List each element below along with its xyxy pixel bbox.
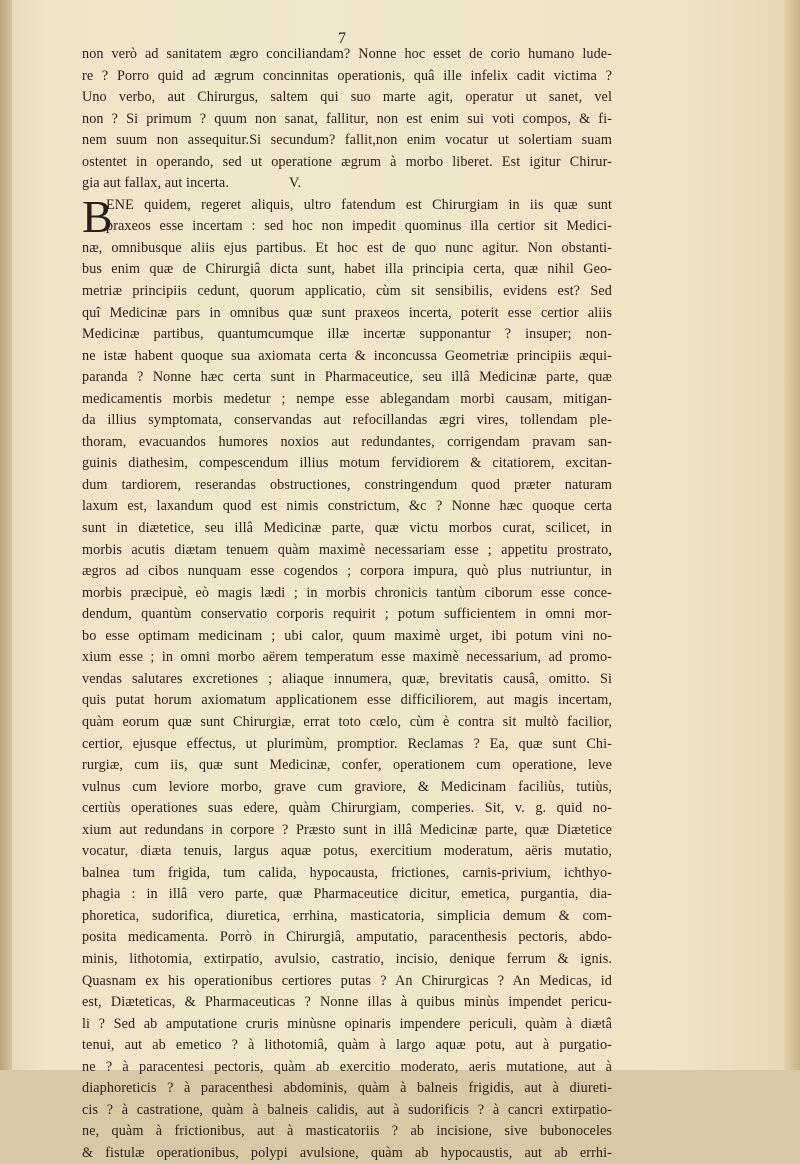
text-line: phoretica, sudorifica, diuretica, errhina, masticatoria, simplicia demum & com- xyxy=(82,907,612,924)
text-line: diaphoreticis ? à paracenthesi abdominis, quàm à balneis frigidis, aut à diureti- xyxy=(82,1080,612,1097)
text-line: li ? Sed ab amputatione cruris minùsne opinaris impendere periculi, quàm à diætâ xyxy=(82,1015,612,1032)
text-line: da illius symptomata, conservandas aut refocillandas ægri vires, tollendam ple- xyxy=(82,412,612,429)
text-line: Quasnam ex his operationibus certiores putas ? An Chirurgicas ? An Medicas, id xyxy=(82,972,612,989)
text-line: guinis diathesim, compescendum illius motum fervidiorem & citatiorem, excitan- xyxy=(82,455,612,472)
text-line: non ? Si primum ? quum non sanat, fallitur, non est enim sui voti compos, & fi- xyxy=(82,110,612,127)
text-line: minis, lithotomia, extirpatio, avulsio, castratio, incisio, denique ferrum & ignis. xyxy=(82,950,612,967)
text-line: est, Diæteticas, & Pharmaceuticas ? Nonne illas à quibus minùs impendet pericu- xyxy=(82,994,612,1011)
text-line: xium aut redundans in corpore ? Præsto sunt in illâ Medicinæ parte, quæ Diætetice xyxy=(82,821,612,838)
text-line: cis ? à castratione, quàm à balneis calidis, aut à sudorificis ? à cancri extirpatio- xyxy=(82,1101,612,1118)
text-line: metriæ principiis cedunt, quorum applicatio, cùm sit sensibilis, evidens est? Sed xyxy=(82,283,612,300)
text-line: morbis acutis diætam tenuem quàm maximè necessariam esse ; appetitu prostrato, xyxy=(82,541,612,558)
text-line: bo esse optimam medicinam ; ubi calor, quum maximè urget, ibi potum vini no- xyxy=(82,627,612,644)
body-text xyxy=(82,44,612,1164)
text-line: vendas salutares excretiones ; aliaque innumera, quæ, brevitatis causâ, omitto. Si xyxy=(82,670,612,687)
text-line: medicamentis morbis medetur ; nempe esse ablegandam morbi causam, mitigan- xyxy=(82,390,612,407)
text-line: nem suum non assequitur.Si secundum? fallit,non enim vocatur ut solertiam suam xyxy=(82,132,612,149)
text-line: certiùs operationes suas edere, quàm Chirurgiam, comperies. Sit, v. g. quid no- xyxy=(82,800,612,817)
text-line: ENE quidem, regeret aliquis, ultro fatendum est Chirurgiam in iis quæ sunt xyxy=(106,196,612,213)
text-line: ne ? à paracentesi pectoris, quàm ab exercitio moderato, aeris mutatione, aut à xyxy=(82,1058,612,1075)
text-line: thoram, evacuandos humores noxios aut redundantes, corrigendam pravam san- xyxy=(82,433,612,450)
drop-cap-paragraph xyxy=(82,190,612,242)
text-line: paranda ? Nonne hæc certa sunt in Pharmaceutice, seu illâ Medicinæ parte, quæ xyxy=(82,369,612,386)
text-line: xium esse ; in omni morbo aërem temperatum esse maximè necessarium, ad promo- xyxy=(82,649,612,666)
page-gutter-shadow xyxy=(0,0,12,1070)
text-line: Medicinæ partibus, quantumcumque illæ incertæ supponantur ? insuper; non- xyxy=(82,326,612,343)
text-line: vocatur, diæta tenuis, largus aquæ potus, exercitium moderatum, aëris mutatio, xyxy=(82,843,612,860)
text-line: sunt in diætetice, seu illâ Medicinæ parte, quæ victu morbos curat, scilicet, in xyxy=(82,520,612,537)
text-line: quàm eorum quæ sunt Chirurgiæ, errat toto cœlo, cùm è contra sit multò facilior, xyxy=(82,713,612,730)
text-line: vulnus cum leviore morbo, grave cum graviore, & Medicinam faciliùs, tutiùs, xyxy=(82,778,612,795)
text-line: & fistulæ operationibus, polypi avulsione, quàm ab hypocaustis, aut ab errhi- xyxy=(82,1144,612,1161)
text-line: balnea tum frigida, tum calida, hypocausta, frictiones, carnis-privium, ichthyo- xyxy=(82,864,612,881)
text-line: phagia : in illâ vero parte, quæ Pharmaceutice dicitur, emetica, purgantia, dia- xyxy=(82,886,612,903)
text-line: næ, omnibusque aliis ejus partibus. Et hoc est de quo nunc agitur. Non obstanti- xyxy=(82,239,612,256)
text-line: ægros ad cibos nunquam esse cogendos ; corpora impura, quò plus nutriuntur, in xyxy=(82,563,612,580)
text-line: quî Medicinæ pars in omnibus quæ sunt praxeos incerta, poterit esse certior aliis xyxy=(82,304,612,321)
text-line: ne istæ habent quoque sua axiomata certa & inconcussa Geometriæ principiis æqui- xyxy=(82,347,612,364)
drop-cap-letter: B xyxy=(82,190,113,242)
text-line: ne, quàm à frictionibus, aut à masticatoriis ? ab incisione, sive bubonoceles xyxy=(82,1123,612,1140)
text-line: quis putat horum axiomatum applicationem esse difficiliorem, aut magis incertam, xyxy=(82,692,612,709)
text-line: tenui, aut ab emetico ? à lithotomiâ, quàm à largo aquæ potu, aut à purgatio- xyxy=(82,1037,612,1054)
text-line: dum tardiorem, reserandas obstructiones, constringendum quod præter naturam xyxy=(82,476,612,493)
text-line: non verò ad sanitatem ægro conciliandam? Nonne hoc esset de corio humano lude- xyxy=(82,46,612,62)
text-line: dendum, quantùm conservatio corporis requirit ; potum sufficientem in omni mor- xyxy=(82,606,612,623)
text-line: ostentet in operando, sed ut operatione ægrum à morbo liberet. Est igitur Chirur- xyxy=(82,153,612,170)
page-number: 7 xyxy=(338,30,346,47)
page-edge-shadow xyxy=(784,0,800,1070)
text-line: morbis præcipuè, eò magis lædi ; in morbis chronicis tantùm ciborum esse conce- xyxy=(82,584,612,601)
section-heading: V. xyxy=(288,175,302,192)
text-line: bus enim quæ de Chirurgiâ dicta sunt, habet illa principia certa, quæ nihil Geo- xyxy=(82,261,612,278)
text-line: rurgiæ, cum iis, quæ sunt Medicinæ, confer, operationem cum operatione, leve xyxy=(82,757,612,774)
text-line: laxum est, laxandum quod est nimis constrictum, &c ? Nonne hæc quoque certa xyxy=(82,498,612,515)
text-line-with-heading xyxy=(82,173,612,195)
text-line: re ? Porro quid ad ægrum concinnitas operationis, quâ ille infelix cadit victima ? xyxy=(82,67,612,84)
text-line: praxeos esse incertam : sed hoc non impedit quominus illa certior sit Medici- xyxy=(106,218,612,235)
text-line: posita medicamenta. Porrò in Chirurgiâ, amputatio, paracenthesis pectoris, abdo- xyxy=(82,929,612,946)
text-line: Uno verbo, aut Chirurgus, saltem qui suo marte agit, operatur ut sanet, vel xyxy=(82,89,612,106)
text-line: gia aut fallax, aut incerta. xyxy=(82,175,229,192)
text-line: certior, ejusque effectus, ut plurimùm, promptior. Reclamas ? Ea, quæ sunt Chi- xyxy=(82,735,612,752)
